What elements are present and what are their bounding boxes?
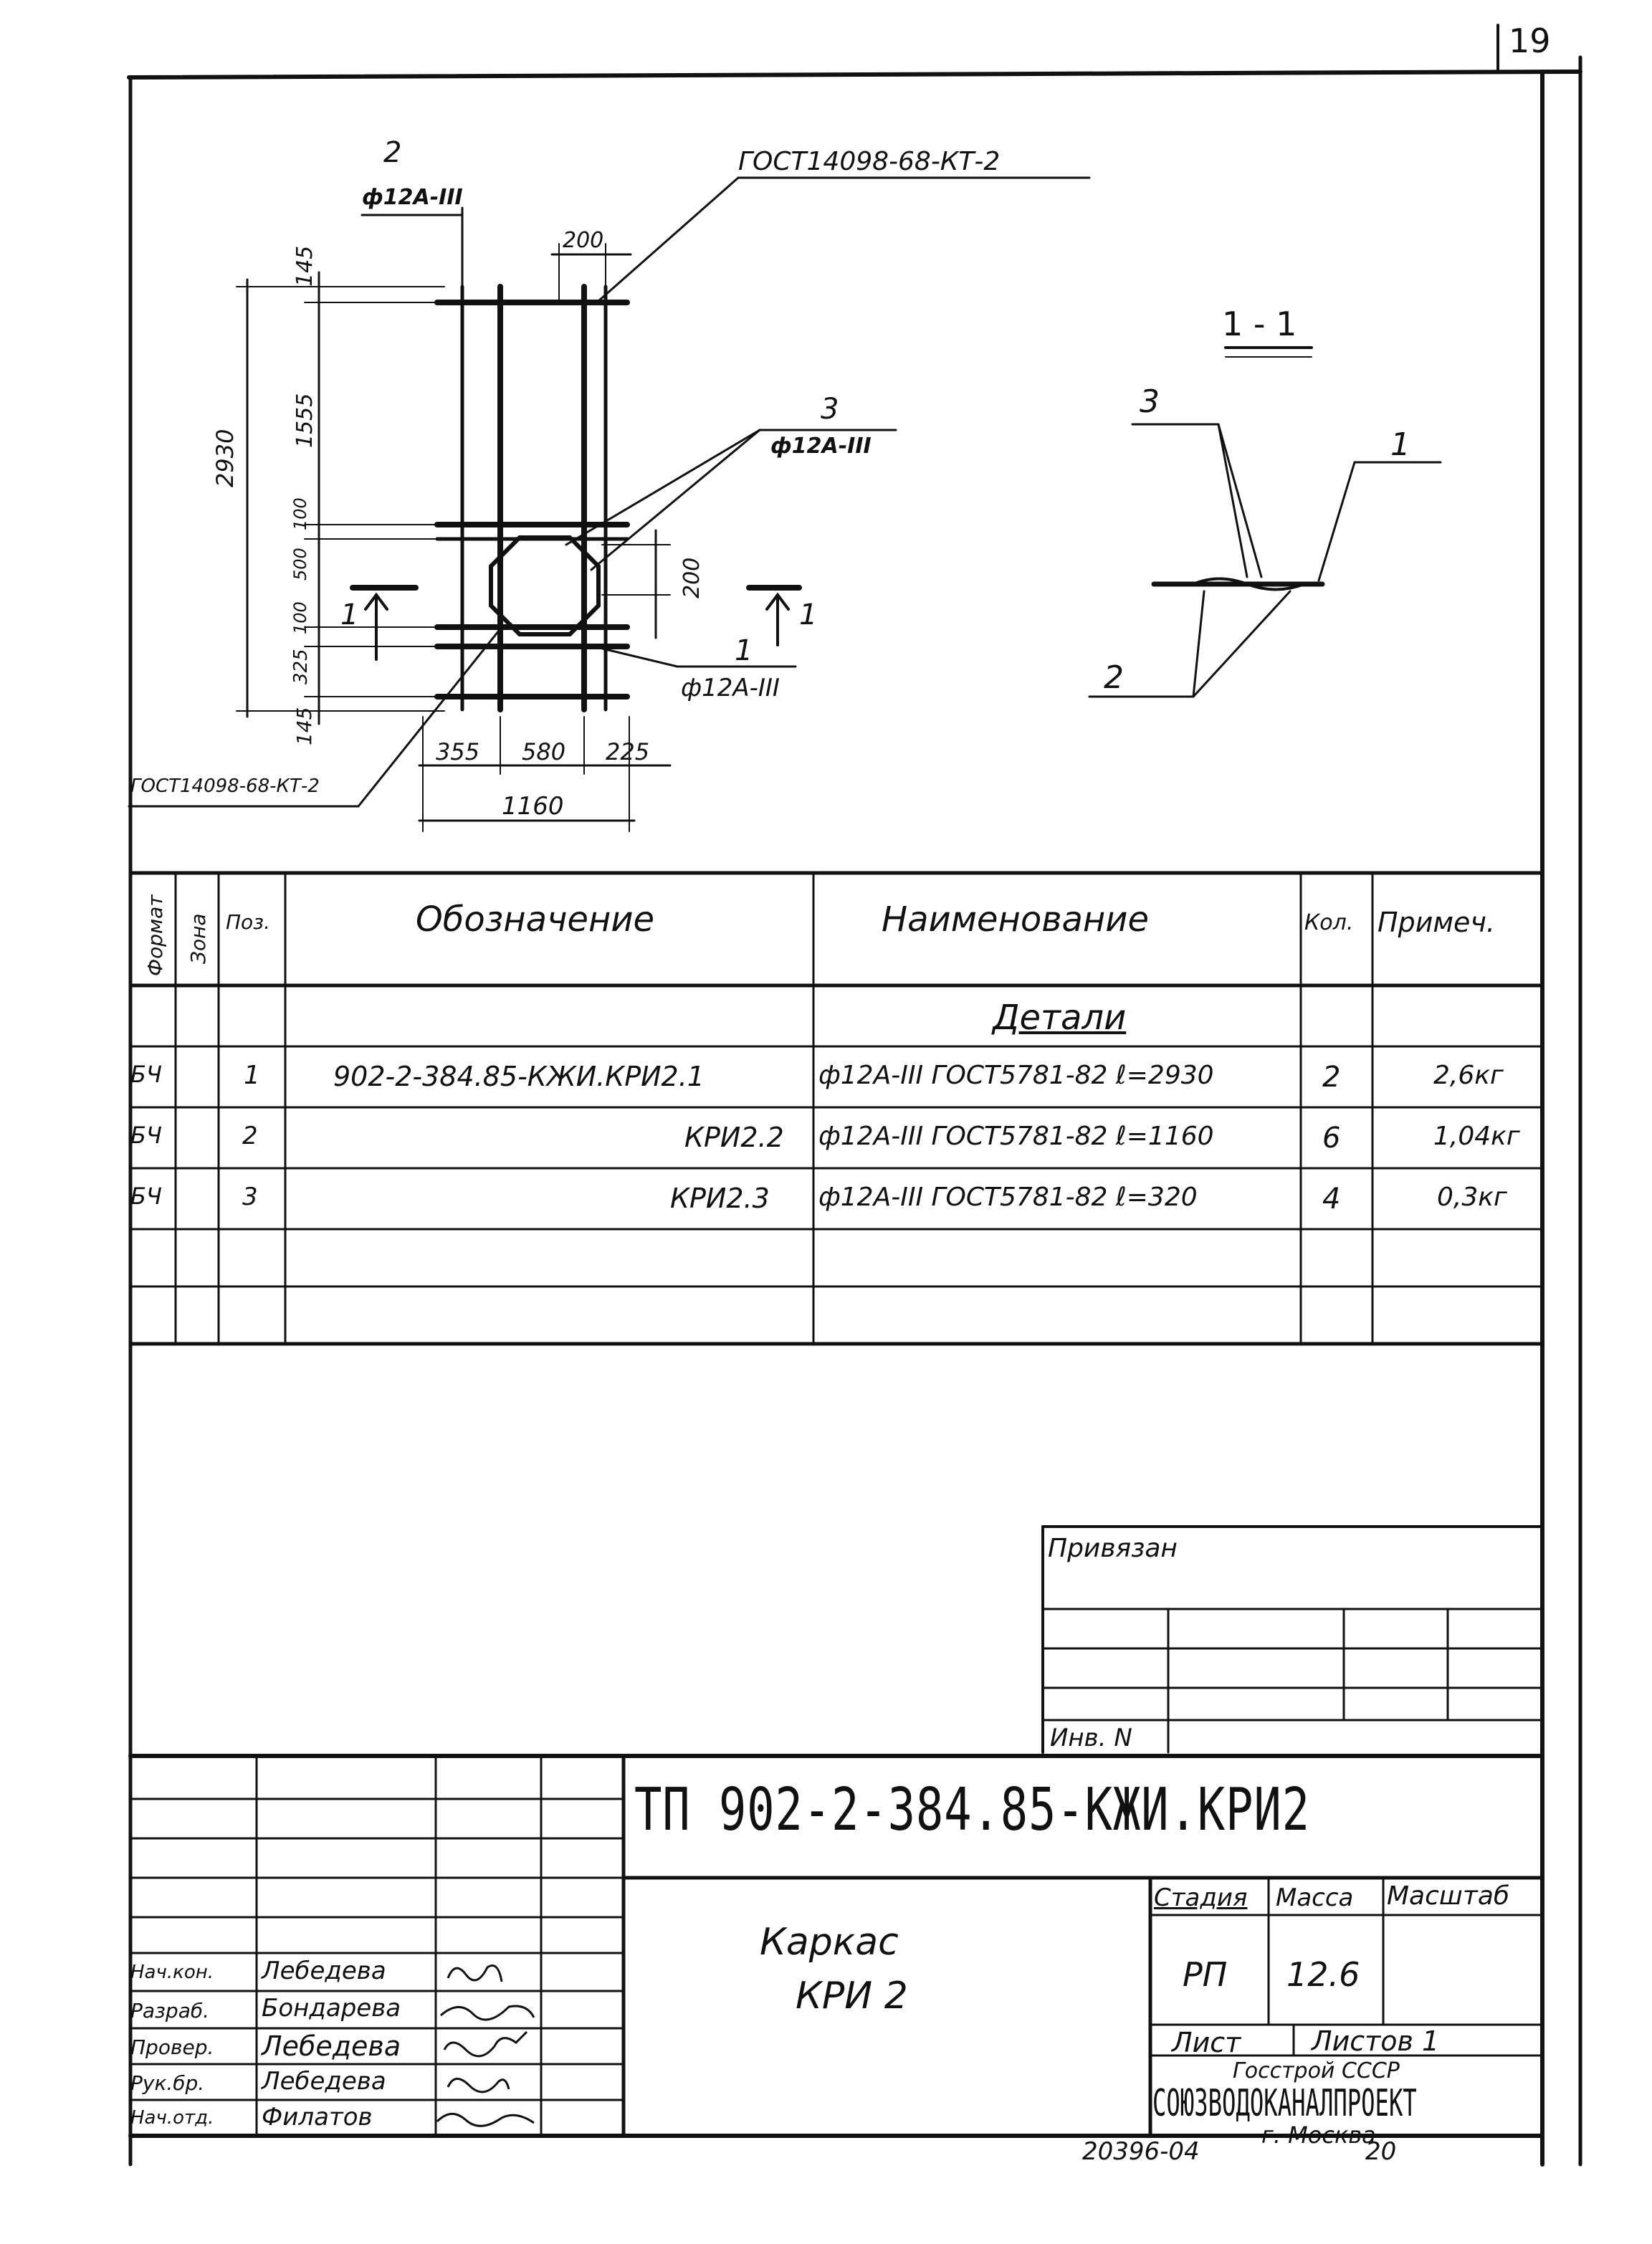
section-label-2: 2 bbox=[1104, 659, 1124, 696]
header-pos: Поз. bbox=[226, 910, 270, 934]
row3-name: ф12А-III ГОСТ5781-82 ℓ=320 bbox=[818, 1183, 1198, 1212]
footer-page: 20 bbox=[1365, 2137, 1397, 2166]
header-designation: Обозначение bbox=[416, 899, 655, 940]
dim-v-1555: 1555 bbox=[292, 393, 317, 448]
header-qty: Кол. bbox=[1304, 910, 1354, 935]
dim-right-200: 200 bbox=[679, 557, 705, 598]
pos1-number: 1 bbox=[735, 634, 753, 667]
sig-role-1: Нач.кон. bbox=[130, 1962, 214, 1983]
section-mark-left: 1 bbox=[340, 598, 359, 631]
row3-note: 0,3кг bbox=[1437, 1183, 1507, 1212]
section-title: 1 - 1 bbox=[1222, 305, 1297, 343]
row2-qty: 6 bbox=[1322, 1122, 1341, 1155]
row1-note: 2,6кг bbox=[1433, 1061, 1504, 1090]
section-mark-right: 1 bbox=[799, 598, 818, 631]
sheets-label: Листов 1 bbox=[1312, 2025, 1440, 2057]
dim-total-1160: 1160 bbox=[502, 792, 564, 821]
row3-pos: 3 bbox=[242, 1183, 258, 1211]
dim-v-100b: 100 bbox=[290, 601, 310, 634]
header-name: Наименование bbox=[882, 899, 1150, 940]
dim-v-325: 325 bbox=[290, 649, 312, 684]
row2-pos: 2 bbox=[242, 1122, 258, 1150]
row1-name: ф12А-III ГОСТ5781-82 ℓ=2930 bbox=[818, 1061, 1214, 1090]
sig-role-4: Рук.бр. bbox=[130, 2071, 205, 2095]
sig-role-5: Нач.отд. bbox=[130, 2107, 214, 2129]
header-format: Формат bbox=[143, 894, 167, 976]
attached-label: Привязан bbox=[1048, 1534, 1178, 1563]
section-label-1: 1 bbox=[1390, 426, 1410, 463]
mass-value: 12.6 bbox=[1286, 1955, 1360, 1994]
sig-name-5: Филатов bbox=[262, 2103, 373, 2131]
row2-note: 1,04кг bbox=[1433, 1122, 1520, 1151]
header-zone: Зона bbox=[186, 913, 210, 964]
header-note: Примеч. bbox=[1378, 907, 1495, 938]
row2-format: БЧ bbox=[130, 1122, 162, 1149]
pos2-number: 2 bbox=[383, 136, 402, 169]
dim-v-100a: 100 bbox=[290, 497, 310, 530]
row1-designation: 902-2-384.85-КЖИ.КРИ2.1 bbox=[333, 1061, 705, 1092]
scale-label: Масштаб bbox=[1387, 1881, 1510, 1911]
inv-label: Инв. N bbox=[1050, 1724, 1132, 1752]
doc-code: ТП 902-2-384.85-КЖИ.КРИ2 bbox=[634, 1776, 1310, 1844]
org-name: СОЮЗВОДОКАНАЛПРОЕКТ bbox=[1152, 2082, 1417, 2125]
drawing-title-2: КРИ 2 bbox=[796, 1975, 908, 2018]
pos1-bar: ф12А-III bbox=[681, 674, 780, 702]
sheet-label: Лист bbox=[1172, 2027, 1241, 2058]
row1-pos: 1 bbox=[244, 1061, 260, 1090]
pos2-bar: ф12А-III bbox=[362, 185, 463, 210]
section-details: Детали bbox=[993, 998, 1127, 1038]
org-city: г. Москва bbox=[1261, 2121, 1376, 2149]
sig-name-1: Лебедева bbox=[262, 1957, 386, 1985]
sig-name-4: Лебедева bbox=[262, 2067, 386, 2096]
row1-format: БЧ bbox=[130, 1061, 162, 1088]
section-label-3: 3 bbox=[1140, 383, 1160, 420]
stage-value: РП bbox=[1183, 1955, 1228, 1994]
dim-bottom-580: 580 bbox=[522, 738, 566, 765]
dim-bottom-355: 355 bbox=[436, 738, 480, 765]
sig-role-2: Разраб. bbox=[130, 1999, 210, 2023]
drawing-title-1: Каркас bbox=[760, 1921, 899, 1964]
dim-v-145-top: 145 bbox=[292, 245, 317, 287]
stage-label: Стадия bbox=[1154, 1883, 1248, 1912]
footer-number: 20396-04 bbox=[1082, 2137, 1200, 2166]
row3-format: БЧ bbox=[130, 1183, 162, 1210]
sheet-number: 19 bbox=[1509, 22, 1551, 60]
pos3-bar: ф12А-III bbox=[770, 434, 872, 459]
weld-ref-top: ГОСТ14098-68-КТ-2 bbox=[738, 147, 1001, 176]
row1-qty: 2 bbox=[1322, 1061, 1341, 1094]
row3-qty: 4 bbox=[1322, 1183, 1341, 1216]
row2-designation: КРИ2.2 bbox=[684, 1122, 784, 1153]
dim-top-200: 200 bbox=[563, 228, 604, 253]
row2-name: ф12А-III ГОСТ5781-82 ℓ=1160 bbox=[818, 1122, 1214, 1151]
row3-designation: КРИ2.3 bbox=[670, 1183, 770, 1214]
weld-ref-bottom: ГОСТ14098-68-КТ-2 bbox=[130, 775, 320, 797]
mass-label: Масса bbox=[1276, 1883, 1354, 1912]
sig-name-2: Бондарева bbox=[262, 1994, 401, 2023]
sig-role-3: Провер. bbox=[130, 2035, 214, 2059]
pos3-number: 3 bbox=[821, 393, 839, 426]
sig-name-3: Лебедева bbox=[262, 2030, 401, 2062]
dim-v-500: 500 bbox=[290, 548, 310, 581]
dim-v-145-bottom: 145 bbox=[292, 707, 316, 745]
dim-overall-height: 2930 bbox=[211, 429, 239, 487]
org-ministry: Госстрой СССР bbox=[1233, 2058, 1400, 2083]
dim-bottom-225: 225 bbox=[606, 738, 650, 765]
